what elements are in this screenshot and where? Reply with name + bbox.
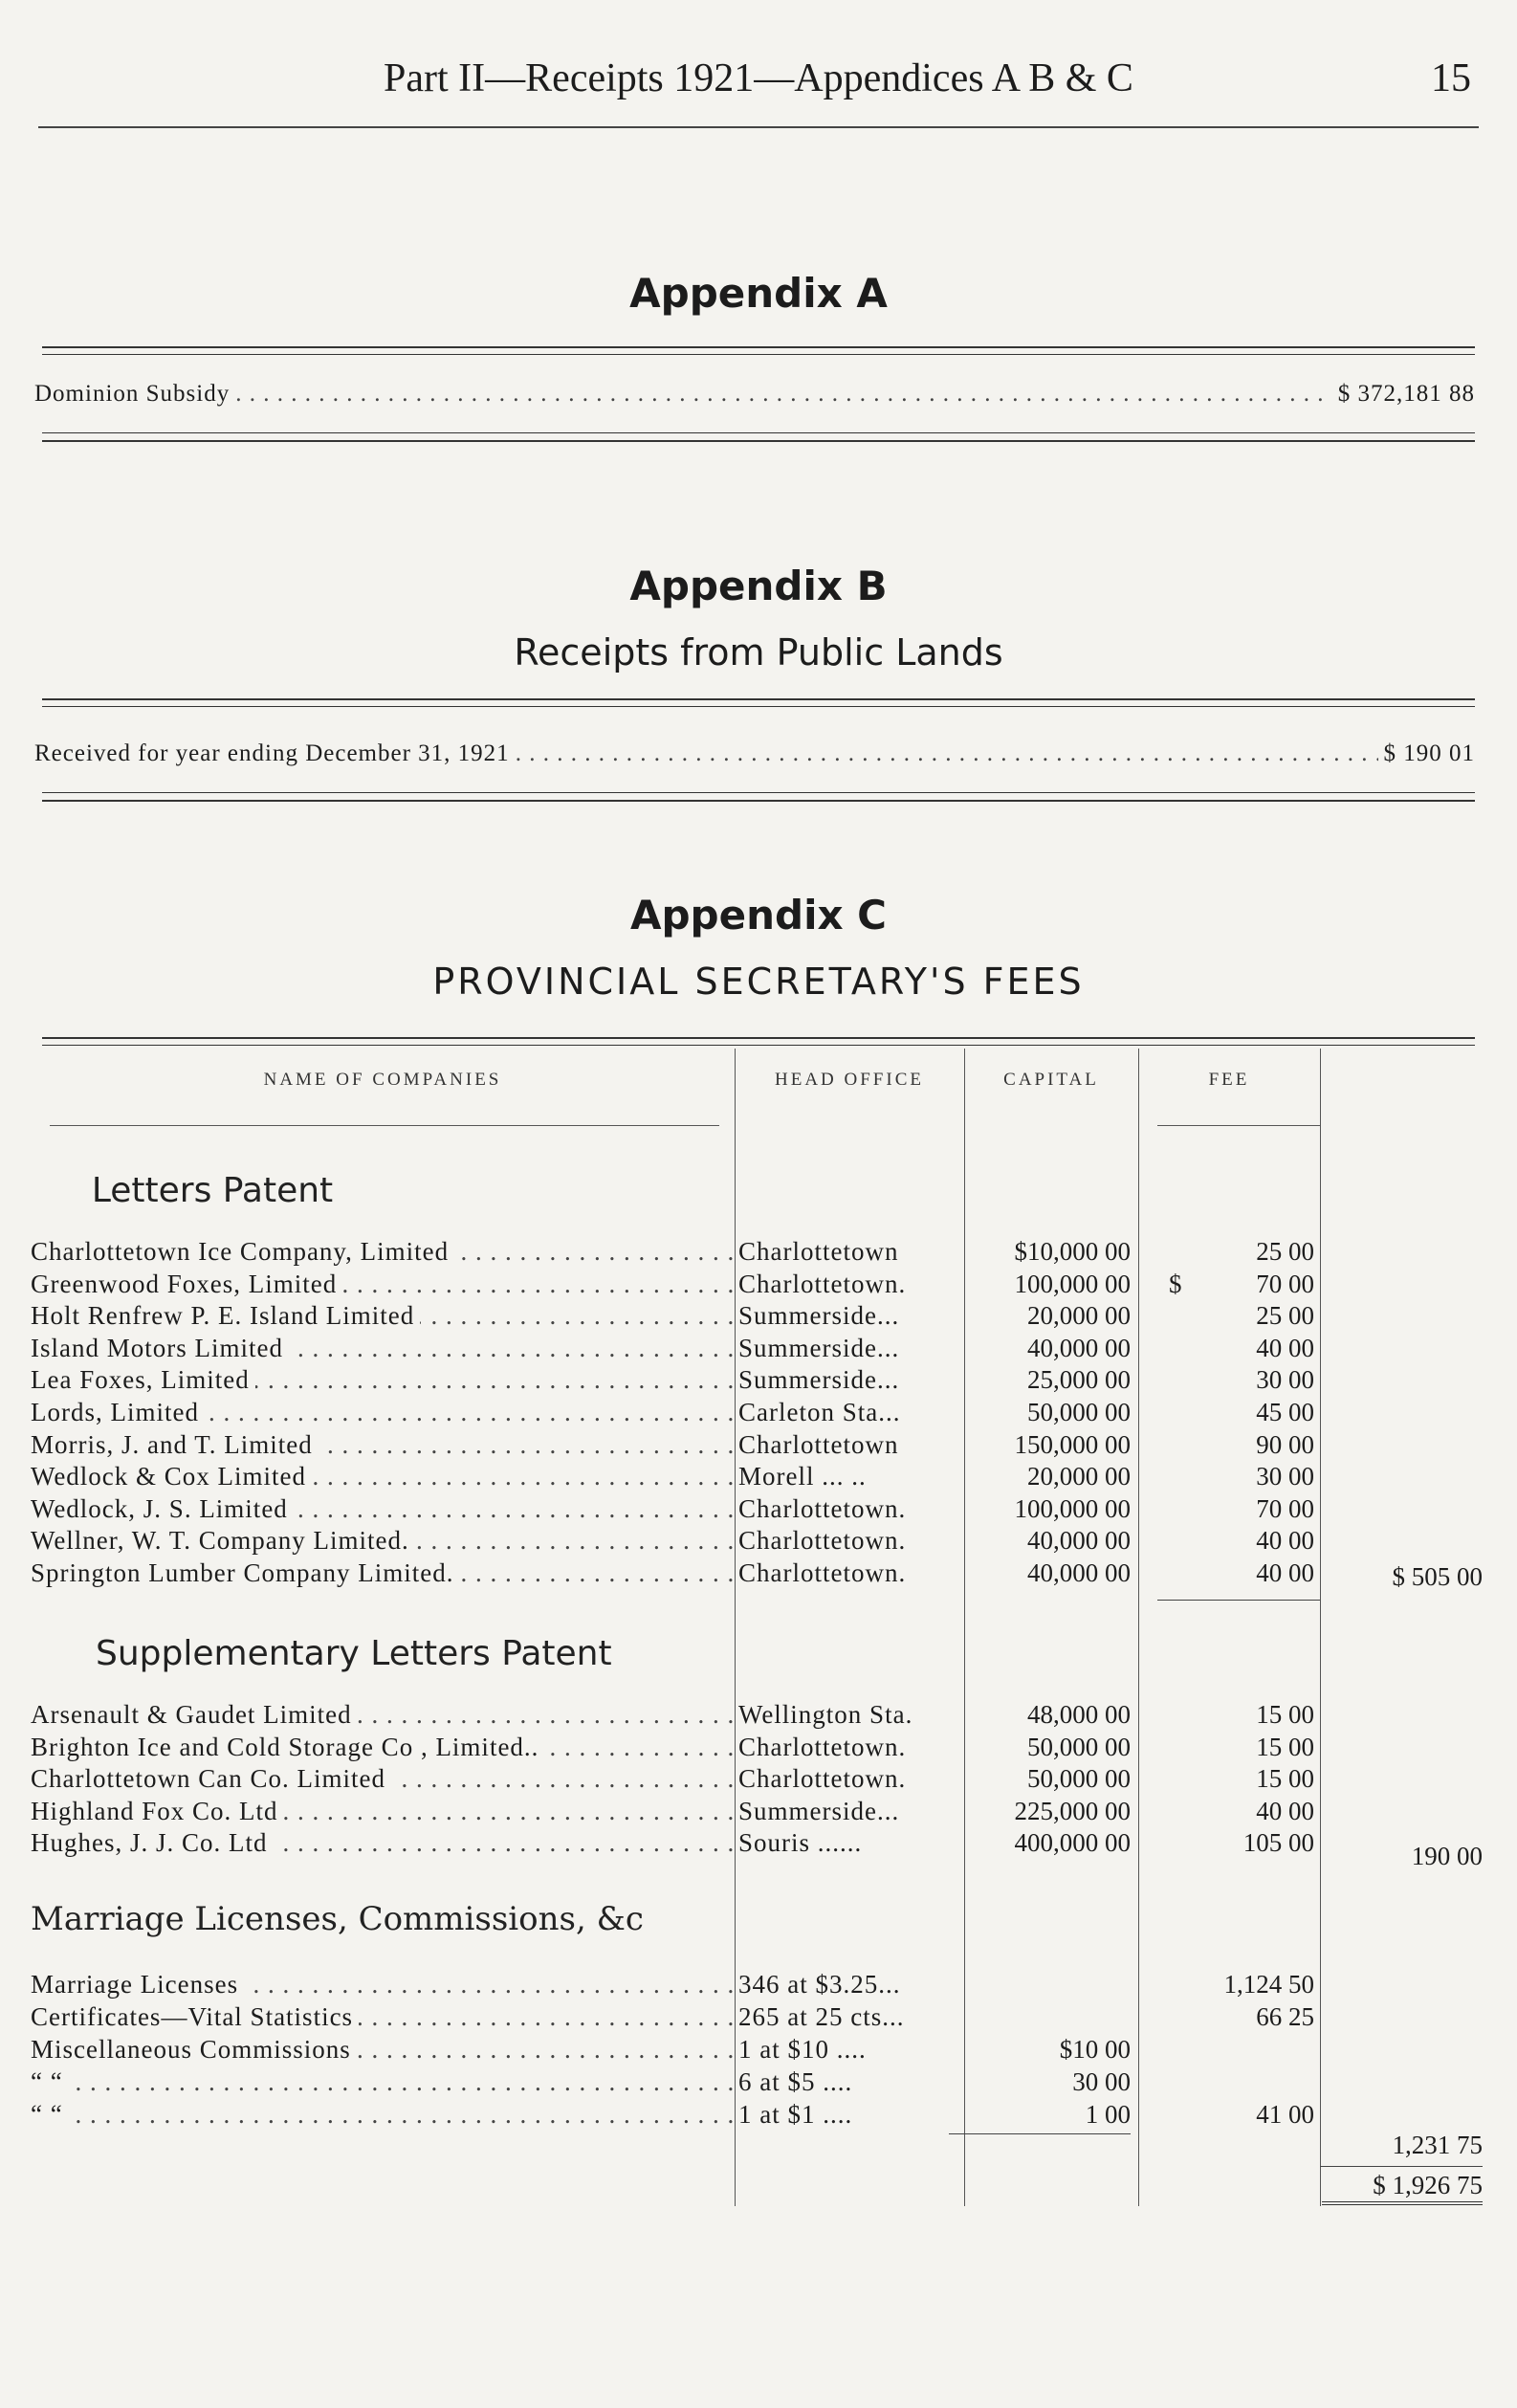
capital-value: 40,000 00 bbox=[1027, 1333, 1131, 1362]
appendix-c-rule-top bbox=[42, 1037, 1475, 1039]
capital-value: $10 00 bbox=[1059, 2035, 1131, 2064]
company-name-text: “ “ bbox=[31, 2100, 69, 2129]
capital-value: 25,000 00 bbox=[1027, 1365, 1131, 1395]
table-row bbox=[31, 1461, 1486, 1492]
leader-dots bbox=[516, 735, 1378, 773]
capital-value: 400,000 00 bbox=[1014, 1828, 1131, 1858]
head-office: Summerside... bbox=[738, 1796, 900, 1825]
head-office: Charlottetown. bbox=[738, 1732, 907, 1761]
company-name-text: Lea Foxes, Limited bbox=[31, 1365, 255, 1394]
company-name bbox=[31, 1796, 734, 1827]
appendix-b-amount: $ 190 01 bbox=[1383, 740, 1475, 766]
table-row bbox=[31, 1969, 1486, 2000]
company-name bbox=[31, 2066, 734, 2098]
fee-header-underline bbox=[1157, 1125, 1320, 1126]
capital-value: 20,000 00 bbox=[1027, 1301, 1131, 1331]
appendix-a-rule-bottom-thin bbox=[42, 432, 1475, 433]
company-name-text: Miscellaneous Commissions bbox=[31, 2035, 357, 2064]
page-title: Part II—Receipts 1921—Appendices A B & C bbox=[384, 56, 1133, 100]
company-name-text: Holt Renfrew P. E. Island Limited bbox=[31, 1301, 420, 1330]
capital-value: 30 00 bbox=[1072, 2067, 1131, 2096]
fee-value: 15 00 bbox=[1256, 1764, 1314, 1794]
capital-value: 40,000 00 bbox=[1027, 1526, 1131, 1556]
head-office: Charlottetown. bbox=[738, 1269, 907, 1298]
fee-value: 70 00 bbox=[1256, 1493, 1314, 1523]
head-office: 6 at $5 .... bbox=[738, 2067, 853, 2096]
column-header-head-office: HEAD OFFICE bbox=[775, 1070, 924, 1090]
letters-patent-total: $ 505 00 bbox=[1392, 1562, 1483, 1591]
capital-value: 225,000 00 bbox=[1014, 1796, 1131, 1825]
head-office: Charlottetown bbox=[738, 1429, 899, 1459]
company-name-text: Island Motors Limited bbox=[31, 1334, 289, 1362]
commissions-subtotal-rule bbox=[949, 2133, 1131, 2134]
appendix-a-amount: $ 372,181 88 bbox=[1337, 381, 1475, 407]
company-name bbox=[31, 1364, 734, 1396]
appendix-b-rule-top-thin bbox=[42, 706, 1475, 707]
head-office: Charlottetown. bbox=[738, 1558, 907, 1587]
capital-value: 50,000 00 bbox=[1027, 1732, 1131, 1761]
table-row bbox=[31, 2001, 1486, 2033]
company-name bbox=[31, 1429, 734, 1461]
company-name bbox=[31, 2001, 734, 2033]
company-name-text: Lords, Limited bbox=[31, 1398, 205, 1426]
table-row bbox=[31, 1364, 1486, 1396]
head-office: Charlottetown. bbox=[738, 1493, 907, 1523]
company-name bbox=[31, 2034, 734, 2066]
company-name bbox=[31, 1461, 734, 1492]
head-office: Morell ... .. bbox=[738, 1462, 867, 1491]
table-row bbox=[31, 2066, 1486, 2098]
fee-value: 15 00 bbox=[1256, 1700, 1314, 1729]
head-office: Carleton Sta... bbox=[738, 1398, 901, 1426]
company-name bbox=[31, 1699, 734, 1731]
fee-value: 30 00 bbox=[1256, 1462, 1314, 1491]
company-name-text: Wellner, W. T. Company Limited. bbox=[31, 1526, 415, 1555]
fee-value: 45 00 bbox=[1256, 1398, 1314, 1426]
appendix-c-rule-top-thin bbox=[42, 1045, 1475, 1046]
company-name-text: Hughes, J. J. Co. Ltd bbox=[31, 1828, 274, 1857]
fee-value: 1,124 50 bbox=[1223, 1970, 1314, 1999]
head-office: Summerside... bbox=[738, 1333, 900, 1362]
capital-value: 100,000 00 bbox=[1014, 1269, 1131, 1298]
fee-value: 25 00 bbox=[1256, 1237, 1314, 1266]
appendix-b-rule-bottom-thin bbox=[42, 792, 1475, 793]
appendix-b-rule-bottom bbox=[42, 800, 1475, 802]
company-name-text: Certificates—Vital Statistics bbox=[31, 2002, 359, 2031]
section-heading-marriage: Marriage Licenses, Commissions, &c bbox=[31, 1900, 644, 1938]
head-office: 1 at $10 .... bbox=[738, 2035, 867, 2064]
fee-value: 40 00 bbox=[1256, 1526, 1314, 1556]
company-name-text: Morris, J. and T. Limited bbox=[31, 1430, 319, 1459]
head-office: Summerside... bbox=[738, 1301, 900, 1331]
company-name-text: Marriage Licenses bbox=[31, 1970, 244, 1999]
fee-value: 70 00 bbox=[1256, 1269, 1314, 1298]
company-name-text: “ “ bbox=[31, 2067, 69, 2096]
section-heading-letters-patent: Letters Patent bbox=[91, 1171, 334, 1210]
fee-value: 41 00 bbox=[1256, 2100, 1314, 2129]
head-office: Summerside... bbox=[738, 1365, 900, 1395]
table-row bbox=[31, 1236, 1486, 1268]
capital-value: 50,000 00 bbox=[1027, 1398, 1131, 1426]
head-office: Wellington Sta. bbox=[738, 1700, 913, 1729]
appendix-a-rule-top-thin bbox=[42, 354, 1475, 355]
grand-total-row bbox=[1322, 2170, 1483, 2205]
header-underline bbox=[50, 1125, 719, 1126]
fee-dollar-sign: $ bbox=[1169, 1270, 1182, 1298]
company-name bbox=[31, 1493, 734, 1525]
company-name bbox=[31, 1300, 734, 1332]
column-header-capital: CAPITAL bbox=[1003, 1070, 1099, 1090]
fee-value: 40 00 bbox=[1256, 1558, 1314, 1587]
fee-value: 30 00 bbox=[1256, 1365, 1314, 1395]
appendix-a-label: Dominion Subsidy bbox=[34, 381, 231, 407]
table-row bbox=[31, 1493, 1486, 1525]
table-row bbox=[31, 2099, 1486, 2131]
fee-value: 25 00 bbox=[1256, 1301, 1314, 1331]
head-office: Charlottetown bbox=[738, 1237, 899, 1266]
page-header bbox=[38, 50, 1479, 107]
table-row bbox=[31, 2034, 1486, 2066]
capital-value: 1 00 bbox=[1085, 2100, 1131, 2129]
column-header-fee: FEE bbox=[1208, 1070, 1250, 1090]
company-name-text: Wedlock, J. S. Limited bbox=[31, 1494, 294, 1523]
capital-value: 100,000 00 bbox=[1014, 1493, 1131, 1523]
company-name-text: Wedlock & Cox Limited bbox=[31, 1462, 312, 1491]
company-name bbox=[31, 1397, 734, 1428]
marriage-total: 1,231 75 bbox=[1392, 2131, 1483, 2159]
company-name-text: Greenwood Foxes, Limited bbox=[31, 1270, 342, 1298]
table-row bbox=[31, 1300, 1486, 1332]
letters-patent-subtotal-rule bbox=[1157, 1600, 1320, 1601]
fee-value: 105 00 bbox=[1242, 1828, 1314, 1858]
appendix-a-rule-bottom bbox=[42, 440, 1475, 442]
table-row bbox=[31, 1796, 1486, 1827]
head-office: 346 at $3.25... bbox=[738, 1970, 901, 1999]
appendix-b-rule-top bbox=[42, 698, 1475, 700]
fee-value: 90 00 bbox=[1256, 1429, 1314, 1459]
company-name bbox=[31, 1969, 734, 2000]
company-name-text: Springton Lumber Company Limited. bbox=[31, 1558, 459, 1587]
appendix-b-title: Appendix B bbox=[629, 563, 888, 609]
company-name bbox=[31, 1333, 734, 1364]
head-office: Souris ...... bbox=[738, 1828, 863, 1858]
table-row bbox=[31, 1763, 1486, 1795]
company-name-text: Arsenault & Gaudet Limited bbox=[31, 1700, 358, 1729]
capital-value: 150,000 00 bbox=[1014, 1429, 1131, 1459]
capital-value: 20,000 00 bbox=[1027, 1462, 1131, 1491]
company-name bbox=[31, 1236, 734, 1268]
head-office: Charlottetown. bbox=[738, 1526, 907, 1556]
leader-dots bbox=[235, 375, 1332, 413]
head-office: Charlottetown. bbox=[738, 1764, 907, 1794]
fee-value: 66 25 bbox=[1256, 2002, 1314, 2031]
grand-total-rule bbox=[1320, 2166, 1483, 2167]
page-number: 15 bbox=[1431, 56, 1471, 100]
fees-table bbox=[31, 1049, 1486, 2206]
section-heading-supplementary: Supplementary Letters Patent bbox=[96, 1634, 612, 1673]
table-row bbox=[31, 1333, 1486, 1364]
head-office: 1 at $1 .... bbox=[738, 2100, 853, 2129]
appendix-a-rule-top bbox=[42, 346, 1475, 348]
fee-value: 40 00 bbox=[1256, 1333, 1314, 1362]
capital-value: $10,000 00 bbox=[1014, 1237, 1131, 1266]
company-name-text: Charlottetown Ice Company, Limited bbox=[31, 1237, 454, 1266]
appendix-c-title: Appendix C bbox=[629, 892, 888, 939]
company-name-text: Charlottetown Can Co. Limited bbox=[31, 1764, 391, 1793]
company-name bbox=[31, 1763, 734, 1795]
fee-value: 40 00 bbox=[1256, 1796, 1314, 1825]
fee-value: 15 00 bbox=[1256, 1732, 1314, 1761]
appendix-a-title: Appendix A bbox=[629, 270, 888, 317]
company-name bbox=[31, 1525, 734, 1557]
company-name-text: Highland Fox Co. Ltd bbox=[31, 1797, 284, 1825]
appendix-b-line bbox=[34, 735, 1475, 773]
table-row bbox=[31, 1525, 1486, 1557]
company-name bbox=[31, 2099, 734, 2131]
table-row bbox=[31, 1732, 1486, 1763]
supplementary-total: 190 00 bbox=[1411, 1842, 1483, 1870]
appendix-a-line bbox=[34, 375, 1475, 413]
column-header-name: NAME OF COMPANIES bbox=[263, 1070, 502, 1090]
capital-value: 40,000 00 bbox=[1027, 1558, 1131, 1587]
table-row bbox=[31, 1429, 1486, 1461]
appendix-b-label: Received for year ending December 31, 1921 bbox=[34, 740, 510, 766]
grand-total: $ 1,926 75 bbox=[1373, 2171, 1483, 2199]
header-rule bbox=[38, 126, 1479, 128]
capital-value: 50,000 00 bbox=[1027, 1764, 1131, 1794]
table-row bbox=[31, 1699, 1486, 1731]
head-office: 265 at 25 cts... bbox=[738, 2002, 905, 2031]
capital-value: 48,000 00 bbox=[1027, 1700, 1131, 1729]
appendix-b-subtitle: Receipts from Public Lands bbox=[514, 631, 1003, 674]
company-name-text: Brighton Ice and Cold Storage Co , Limited.. bbox=[31, 1733, 544, 1761]
marriage-total-row bbox=[31, 2130, 1486, 2161]
company-name bbox=[31, 1732, 734, 1763]
appendix-c-subtitle: PROVINCIAL SECRETARY'S FEES bbox=[432, 961, 1085, 1003]
table-row bbox=[31, 1397, 1486, 1428]
